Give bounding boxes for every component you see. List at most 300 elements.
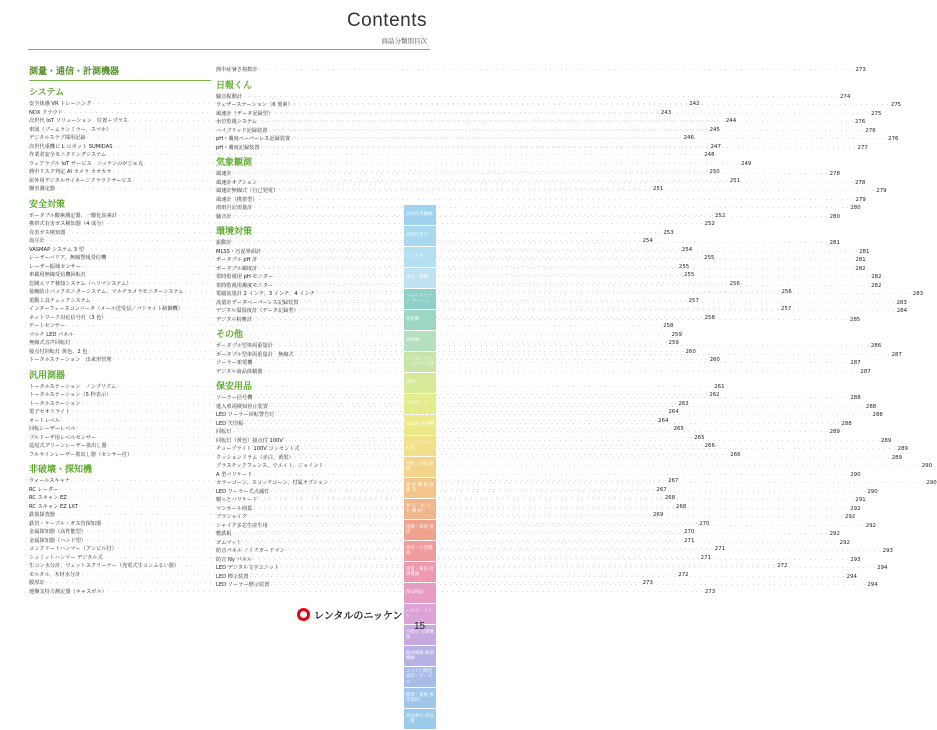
toc-entry-page: 260 <box>709 357 720 363</box>
toc-entry-page: 255 <box>684 272 695 278</box>
dot-leader <box>299 307 897 316</box>
category-tab[interactable]: 高所作業台 <box>404 226 436 246</box>
category-tab[interactable]: 水中ポンプ <box>404 394 436 414</box>
toc-entry-page: 261 <box>714 383 725 390</box>
toc-entry-page: 289 <box>891 454 902 461</box>
toc-entry-label: 回転灯（黄色）接点付 100V <box>216 437 283 444</box>
toc-entry-label: 金属探知器（ハンド型） <box>29 537 87 544</box>
toc-entry-page: 276 <box>888 136 899 142</box>
toc-entry-label: RC レーダー <box>29 486 59 493</box>
toc-entry-page: 252 <box>704 221 715 227</box>
toc-entry-page: 267 <box>656 486 667 493</box>
dot-leader <box>257 256 855 265</box>
toc-entry-page: 242 <box>689 101 700 107</box>
category-tab[interactable]: 路面補修 路面機械 <box>404 646 436 666</box>
toc-entry-label: ブルドーザ用レベルセンサー <box>29 434 97 441</box>
dot-leader <box>252 359 850 368</box>
toc-entry[interactable] <box>216 93 851 102</box>
toc-entry-page: 272 <box>777 563 788 569</box>
dot-leader <box>294 351 892 360</box>
toc-entry-label: デジタルスラブ採用記録 <box>29 135 86 141</box>
toc-entry-page: 246 <box>683 135 694 141</box>
toc-entry-label: A 型バリケード <box>216 471 253 478</box>
toc-entry-label: 接点付回転灯 黄色、2 色 <box>29 348 88 355</box>
toc-entry-page: 266 <box>704 443 715 449</box>
dot-leader <box>268 522 866 531</box>
toc-entry-label: トータルステーション <box>29 400 81 407</box>
toc-entry-page: 248 <box>704 152 715 158</box>
toc-entry-page: 294 <box>846 573 857 580</box>
dot-leader <box>232 213 830 222</box>
toc-entry-label: 熱中リスク判定 AI カメラ カオカラ <box>29 169 112 175</box>
toc-entry-page: 255 <box>704 255 715 261</box>
toc-entry-page: 278 <box>829 171 840 177</box>
brand-mark-icon <box>297 608 310 621</box>
toc-entry-label: 生コン水分計、ウェットスクリーナー（充電式生コンふるい器） <box>29 563 180 569</box>
category-heading <box>29 66 211 80</box>
toc-entry-page: 288 <box>850 395 861 401</box>
brand-logo <box>297 607 402 622</box>
dot-leader <box>252 394 850 403</box>
toc-entry-page: 290 <box>926 480 937 486</box>
toc-entry-page: 279 <box>876 188 887 194</box>
section-heading: 気象観測 <box>216 158 253 168</box>
toc-entry-label: 振動計 <box>216 240 232 246</box>
toc-entry-label: ポータブル酸素測定器、一酸化炭素計 <box>29 212 117 219</box>
category-tab[interactable]: 高所作業機械 <box>404 205 436 225</box>
toc-entry-label: ポータブル濁度計 <box>216 265 258 272</box>
toc-entry-page: 259 <box>671 331 682 338</box>
dot-leader <box>267 127 865 136</box>
dot-leader <box>232 239 830 248</box>
dot-leader <box>273 342 871 351</box>
toc-entry-label: ソーラー架電機 <box>216 360 253 366</box>
toc-entry-label: 樹っとバリケード <box>216 497 258 503</box>
toc-entry-label: 接触防止バックモニターシステム、マルチカメラモニターシステム <box>29 289 184 295</box>
toc-entry-label: 常時監視用濁度モニター <box>216 282 274 289</box>
category-tab[interactable]: ハウス・トイレ <box>404 604 436 624</box>
toc-entry-label: LED 標示装置 <box>216 573 249 580</box>
dot-leader <box>252 505 850 514</box>
dot-leader <box>283 437 881 446</box>
dot-leader <box>257 265 855 274</box>
toc-entry-page: 250 <box>709 169 720 175</box>
toc-entry-page: 286 <box>870 343 882 349</box>
toc-entry-page: 278 <box>855 179 866 186</box>
toc-entry-page: 270 <box>699 520 710 527</box>
toc-entry-page: 275 <box>871 110 882 117</box>
dot-leader <box>293 101 891 110</box>
toc-entry-page: 281 <box>855 257 866 263</box>
toc-entry-label: インターフェースコンバータ（メール送受信／パトライト制御機） <box>29 306 183 312</box>
dot-leader <box>285 547 883 556</box>
toc-entry-label: カラーコーン、スコッチコーン、付属オプション <box>216 480 329 486</box>
toc-entry-label: トータルステーション 出来形管理 <box>29 357 112 363</box>
dot-leader <box>273 110 871 119</box>
dot-leader <box>298 299 896 308</box>
page-subtitle: 商品分類別目次 <box>381 37 427 45</box>
toc-entry-label: RC スキャン EZ LXT <box>29 503 79 510</box>
section-heading: その他 <box>216 330 244 340</box>
section-heading: 日報くん <box>216 80 253 91</box>
toc-entry[interactable] <box>216 66 866 75</box>
toc-entry-page: 266 <box>730 451 741 458</box>
toc-entry-page: 247 <box>710 143 721 150</box>
toc-entry-page: 264 <box>668 409 679 415</box>
category-tab[interactable]: 測量・通信 計測機器 <box>404 562 436 582</box>
toc-entry-label: 電子セオドライト <box>29 409 71 415</box>
dot-leader <box>247 513 845 522</box>
dot-leader <box>232 428 830 437</box>
toc-entry-page: 293 <box>882 548 893 554</box>
toc-entry-page: 294 <box>867 582 878 588</box>
toc-entry-page: 282 <box>855 265 866 272</box>
toc-entry-page: 244 <box>725 118 737 124</box>
toc-entry-page: 262 <box>709 392 720 398</box>
toc-entry-page: 271 <box>714 546 726 552</box>
header-divider <box>28 49 430 50</box>
dot-leader <box>262 368 860 377</box>
toc-entry-page: 281 <box>829 240 840 246</box>
toc-entry-label: 騒音振動計 <box>216 93 242 100</box>
toc-entry-page: 268 <box>676 503 687 510</box>
toc-entry-page: 292 <box>844 514 856 520</box>
toc-entry-page: 253 <box>663 229 674 236</box>
toc-entry-label: LED ソーラー標示装置 <box>216 582 270 588</box>
toc-entry-label: 屋外用デジタルサイネージクラウドサービス <box>29 177 132 184</box>
section-heading: システム <box>29 88 65 98</box>
toc-entry-page: 289 <box>881 437 892 444</box>
section-heading: 汎用測器 <box>29 370 66 381</box>
category-tab[interactable]: 発電機 <box>404 310 436 330</box>
toc-entry-label: 水位監視システム <box>216 119 257 125</box>
toc-entry-label: 次世代 IoT ソリューション 位置＋プラス <box>29 118 128 124</box>
dot-leader <box>252 471 850 480</box>
toc-entry-page: 290 <box>850 471 861 478</box>
dot-leader <box>252 556 850 565</box>
toc-entry-label: 鉄管・ケーブル・ガス管探知器 <box>29 520 102 527</box>
toc-entry-label: 膜厚計 <box>29 580 45 586</box>
toc-entry-page: 251 <box>652 186 664 192</box>
toc-entry-page: 283 <box>896 299 907 306</box>
category-tabs <box>404 205 436 730</box>
category-tab[interactable]: 保安用品 <box>404 583 436 603</box>
toc-entry-page: 265 <box>673 426 684 432</box>
toc-entry-label: 風速計（データ記録型） <box>216 110 274 117</box>
toc-entry-label: 敷鉄板 <box>216 531 232 537</box>
dot-leader <box>278 187 876 196</box>
toc-entry-page: 263 <box>678 400 689 407</box>
toc-entry-page: 274 <box>839 93 851 100</box>
section-heading: 環境対策 <box>216 227 253 237</box>
toc-entry-page: 252 <box>715 212 726 219</box>
toc-entry-page: 276 <box>855 119 866 125</box>
toc-entry-label: 無線式音声回転灯 <box>29 340 71 346</box>
toc-entry-label: 流量計データペーパーレス記録装置 <box>216 299 299 306</box>
toc-entry-label: ウェザーステーション（6 要素） <box>216 102 293 108</box>
dot-leader <box>261 248 859 257</box>
toc-entry-label: シャイク多芯生産生用 <box>216 522 268 529</box>
dot-leader <box>260 144 858 153</box>
page-header <box>0 0 455 50</box>
toc-entry-page: 273 <box>642 580 653 586</box>
toc-entry-label: 電磁流量計 2 インチ、3 インチ、4 インチ <box>216 291 315 297</box>
toc-entry-page: 283 <box>912 291 924 297</box>
toc-entry[interactable] <box>29 322 674 331</box>
toc-entry-page: 276 <box>865 127 876 134</box>
toc-entry-page: 281 <box>859 248 870 255</box>
toc-entry-page: 269 <box>652 512 664 518</box>
toc-entry-label: VASMAP システム 3 型 <box>29 246 84 253</box>
toc-entry-label: 車図（ブームランミラー、スマホ） <box>29 126 112 133</box>
toc-entry-label: マンホール囲蓋 <box>216 505 253 512</box>
toc-entry-label: レーザーバリア、無線警報受信機 <box>29 255 107 261</box>
toc-entry-page: 292 <box>865 522 876 529</box>
dot-leader <box>273 273 871 282</box>
category-heading-text: 測量・通信・計測機器 <box>29 67 120 77</box>
toc-entry-label: 安全体感 VR トレーニング <box>29 101 92 107</box>
toc-entry-label: ゴムマット <box>216 539 242 546</box>
toc-entry-page: 289 <box>897 446 908 452</box>
toc-entry-label: 防音 Ny パネル <box>216 556 253 563</box>
toc-entry-page: 289 <box>829 429 840 435</box>
toc-entry[interactable] <box>216 204 861 213</box>
toc-entry-label: 風速計 <box>216 171 232 177</box>
toc-entry-label: ハイブリッド記録装置 <box>216 127 268 134</box>
toc-entry-label: ポータブル型車両重量計 <box>216 343 273 349</box>
toc-entry-label: コンクリートハンマー（アンビル付） <box>29 546 117 552</box>
toc-entry-label: ゲートセンサー <box>29 323 66 329</box>
category-tab[interactable]: コンプレッサー エアー工具 <box>404 352 436 372</box>
category-tab[interactable]: 冷暖房 空調機器 <box>404 625 436 645</box>
category-tab[interactable]: 標準・資格 参考資料 <box>404 688 436 708</box>
toc-entry-page: 249 <box>741 160 752 167</box>
toc-entry-page: 273 <box>855 67 866 73</box>
toc-entry-label: 風速計オプション <box>216 179 258 186</box>
dot-leader <box>249 573 847 582</box>
toc-entry-page: 285 <box>850 316 861 323</box>
toc-entry-label: 有害ガス検知器 <box>29 229 66 236</box>
toc-entry-label: ポータブル型車両重量計 無線式 <box>216 351 294 358</box>
toc-entry-label: LED デジタル文字ユニット <box>216 565 280 571</box>
toc-entry-page: 287 <box>891 351 902 358</box>
toc-entry-label: 地盤支持力測定器（キャスポル） <box>29 588 107 595</box>
toc-entry-label: デジタル温湿度計（データ記録型） <box>216 308 299 314</box>
toc-entry-page: 273 <box>704 588 716 595</box>
category-tab[interactable]: 切断・切削 研磨 <box>404 457 436 477</box>
dot-leader <box>252 204 850 213</box>
dot-leader <box>243 420 841 429</box>
toc-entry-page: 279 <box>855 196 866 203</box>
toc-entry-page: 254 <box>642 238 653 244</box>
toc-entry-label: 危険エリア検知システム（ヘリマシステム） <box>29 280 132 287</box>
dot-leader <box>257 496 855 505</box>
toc-entry-label: トータルステーション（5 秒表示） <box>29 392 112 398</box>
toc-entry-label: 血圧計 <box>29 238 45 244</box>
toc-entry-page: 267 <box>668 478 679 484</box>
category-tab[interactable]: 穿 孔・杭 打 ち 機 材 <box>404 499 436 519</box>
page-title: Contents <box>346 10 427 31</box>
toc-entry-label: 作業者安全モニタリングシステム <box>29 152 107 158</box>
toc-entry-page: 288 <box>872 412 883 418</box>
toc-entry-label: 携帯式有害ガス検知器（4 成分） <box>29 221 107 227</box>
toc-entry-label: フルラインレーザー墨出し器（センサー付） <box>29 451 133 458</box>
category-tab[interactable]: 運搬・環境 清掃 <box>404 520 436 540</box>
toc-entry-page: 257 <box>780 306 792 312</box>
toc-entry-label: プラスチックフェンス、ウエイト、ジョイント <box>216 463 324 469</box>
toc-entry-page: 256 <box>781 289 792 295</box>
toc-entry-page: 284 <box>896 308 908 314</box>
toc-entry-page: 245 <box>709 126 720 133</box>
toc-entry-label: 風速計無線式（自己発電） <box>216 188 279 194</box>
toc-entry-page: 271 <box>684 537 695 544</box>
toc-entry-page: 294 <box>877 565 888 571</box>
toc-entry-page: 277 <box>857 144 868 151</box>
toc-entry-page: 255 <box>678 263 690 270</box>
toc-entry-page: 258 <box>663 323 674 329</box>
toc-entry-label: LED 矢印板 <box>216 420 244 427</box>
toc-entry-label: ポータブル pH 計 <box>216 257 258 263</box>
toc-entry-label: RC スキャン EZ <box>29 495 67 501</box>
category-tab[interactable]: レンタカー <box>404 247 436 267</box>
toc-entry[interactable] <box>29 151 715 160</box>
dot-leader <box>106 151 704 160</box>
toc-entry-page: 280 <box>829 213 840 220</box>
section-heading: 安全対策 <box>29 199 66 210</box>
dot-leader <box>257 179 855 188</box>
toc-entry-page: 292 <box>839 539 850 546</box>
toc-entry-page: 271 <box>700 554 711 561</box>
toc-entry-label: LED ソーラー式点滅灯 <box>216 488 270 495</box>
toc-entry-label: ウェアラブル IoT サービス ニッケンのがじゅ丸 <box>29 160 144 167</box>
toc-entry-label: 電動工具チェックシステム <box>29 297 91 304</box>
section-heading: 非破壊・探知機 <box>29 465 93 475</box>
toc-entry-page: 243 <box>660 109 672 116</box>
category-tab[interactable]: 荷役・小型機器 <box>404 541 436 561</box>
brand-name: レンタルのニッケン <box>314 611 403 622</box>
toc-entry-label: ブラシャイク <box>216 514 247 520</box>
toc-entry-page: 275 <box>890 102 902 108</box>
toc-entry-label: 回転レーザーレベル <box>29 426 76 432</box>
toc-entry-page: 251 <box>729 177 741 184</box>
dot-leader <box>258 196 856 205</box>
toc-entry-page: 257 <box>688 297 699 304</box>
toc-entry-label: 常時監視用 pH モニター <box>216 274 274 280</box>
toc-entry-label: 回転灯 <box>216 429 232 435</box>
toc-entry-page: 280 <box>850 205 861 211</box>
dot-leader <box>268 403 866 412</box>
toc-entry-label: 車載用無線受信機回転灯 <box>29 272 87 278</box>
toc-entry-label: pH・濁度記録装置 <box>216 144 260 151</box>
toc-entry-page: 282 <box>871 282 882 289</box>
toc-entry-page: 287 <box>860 368 871 375</box>
toc-entry-label: ウォールスキャナ <box>29 478 71 484</box>
toc-entry[interactable] <box>29 220 715 229</box>
toc-entry-label: MLSS・汚泥界面計 <box>216 248 262 255</box>
toc-entry-page: 290 <box>921 463 933 469</box>
toc-entry[interactable] <box>216 196 866 205</box>
toc-entry-page: 256 <box>729 280 740 287</box>
toc-entry-label: 次世代重機ビ L ロボット SUMIDAS <box>29 143 113 150</box>
toc-entry[interactable] <box>216 368 871 377</box>
dot-leader <box>232 170 830 179</box>
toc-entry-page: 258 <box>704 314 715 321</box>
toc-entry[interactable] <box>216 471 861 480</box>
category-tab[interactable]: コンクリート打設 <box>404 436 436 456</box>
toc-entry-label: オートレベル <box>29 417 61 424</box>
dot-leader <box>294 454 892 463</box>
dot-leader <box>252 316 850 325</box>
section-heading: 保安用品 <box>216 382 253 392</box>
dot-leader <box>232 530 830 539</box>
toc-entry-label: pH・濁度ペーパーレス記録装置 <box>216 136 291 142</box>
toc-entry-label: シュミットハンマー デジタル式 <box>29 554 103 561</box>
dot-leader <box>273 282 871 291</box>
toc-entry-page: 268 <box>664 495 676 501</box>
toc-entry-label: 防音パネル ノイズガードマン <box>216 548 285 554</box>
dot-leader <box>275 411 873 420</box>
category-tab[interactable]: 溶接機 <box>404 331 436 351</box>
toc-entry-page: 288 <box>865 403 877 410</box>
category-tab[interactable]: 照明 <box>404 373 436 393</box>
toc-entry-label: 雨雨自記雨量計 <box>216 205 253 211</box>
dot-leader <box>257 118 855 127</box>
category-tab[interactable]: フォークリフト クレーン <box>404 289 436 309</box>
dot-leader <box>279 564 877 573</box>
dot-leader <box>290 135 888 144</box>
toc-entry-label: デジタル商品体積器 <box>216 368 263 375</box>
toc-entry-label: レーザー振域センサー <box>29 263 81 270</box>
toc-entry-label: モルタル、木材水分計 <box>29 571 81 578</box>
category-tab[interactable]: 破 砕 機 掘 削 機 等 <box>404 478 436 498</box>
dot-leader <box>258 66 856 75</box>
category-tab[interactable]: 揚超・整地 <box>404 268 436 288</box>
toc-entry-page: 291 <box>855 497 866 503</box>
toc-entry-label: トータルステーション ノンプリズム <box>29 383 117 390</box>
dot-leader <box>242 93 840 102</box>
toc-entry-page: 270 <box>684 529 695 535</box>
category-tab[interactable]: 水処理 洗浄機 <box>404 415 436 435</box>
toc-entry-label: チューブライト 100V コンセント式 <box>216 446 300 452</box>
page-number: 15 <box>414 621 426 632</box>
dot-leader <box>269 581 867 590</box>
toc-entry-page: 282 <box>871 274 882 280</box>
toc-entry-page: 272 <box>678 571 689 578</box>
toc-entry-label: NDX クラウド <box>29 109 63 116</box>
category-tab[interactable]: 商品索引 商品一覧 <box>404 709 436 729</box>
category-tab[interactable]: ニッケン開発 商品・サービス <box>404 667 436 687</box>
toc-entry-page: 292 <box>850 505 861 512</box>
toc-entry-label: マルチ LED パネル <box>29 331 74 338</box>
toc-entry-label: ソーラー信号機 <box>216 395 253 401</box>
toc-entry-label: LED ソーラー回転警告灯 <box>216 412 275 418</box>
toc-entry-page: 265 <box>694 434 705 441</box>
toc-entry-page: 292 <box>829 531 840 537</box>
toc-entry-label: 巡尾式グリーンレーザー墨出し器 <box>29 443 107 449</box>
toc-entry-label: 金属探知器（高性能型） <box>29 529 87 535</box>
toc-entry-page: 259 <box>668 340 679 346</box>
toc-entry-label: 鉄筋探査器 <box>29 512 55 518</box>
toc-entry-label: クッションドラム（赤白、黄黒） <box>216 454 294 461</box>
toc-entry-label: 熱中症暑さ指数計 <box>216 67 258 73</box>
toc-entry-label: デジタル粉塵計 <box>216 316 253 323</box>
toc-entry-label: 進入車両検知停止装置 <box>216 403 268 410</box>
toc-entry-label: 騒音計 <box>216 213 232 220</box>
toc-entry-page: 290 <box>867 488 878 495</box>
toc-entry-page: 260 <box>685 348 696 355</box>
toc-entry-label: 風速計（携帯型） <box>216 196 258 203</box>
dot-leader <box>242 539 840 548</box>
